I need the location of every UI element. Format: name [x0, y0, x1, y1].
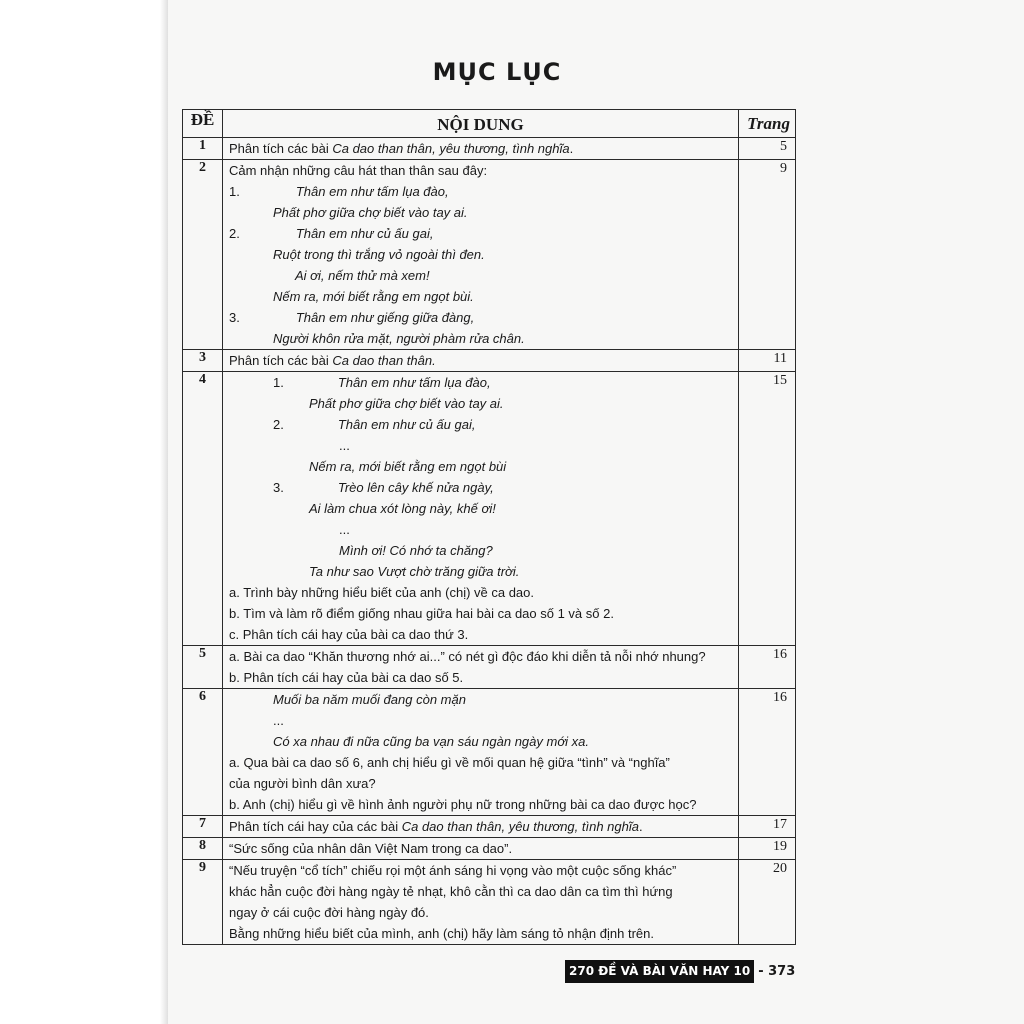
header-trang: Trang: [739, 110, 796, 138]
text: 1.: [229, 184, 240, 199]
content-line: [229, 265, 732, 286]
content-line: [229, 582, 732, 603]
content-line: [229, 624, 732, 645]
toc-row: [183, 860, 796, 945]
text: 1.: [273, 375, 284, 390]
content-line: [229, 902, 732, 923]
exam-content: [223, 860, 739, 945]
text: Cảm nhận những câu hát than thân sau đây:: [229, 163, 488, 178]
exam-number: 3: [183, 350, 223, 372]
text: Phân tích cái hay của các bài: [229, 819, 402, 834]
text: a. Trình bày những hiểu biết của anh (chị) về ca dao.: [229, 585, 535, 600]
italic-text: Nếm ra, mới biết rằng em ngọt bùi: [309, 459, 507, 474]
text: b. Tìm và làm rõ điểm giống nhau giữa hai bài ca dao số 1 và số 2.: [229, 606, 614, 621]
italic-text: Muối ba năm muối đang còn mặn: [273, 692, 466, 707]
exam-content: [223, 138, 739, 160]
content-line: [229, 307, 732, 328]
content-line: [229, 881, 732, 902]
content-line: [229, 160, 732, 181]
exam-number: 8: [183, 838, 223, 860]
page-ref: 19: [739, 838, 796, 860]
text: 3.: [273, 480, 284, 495]
content-line: [229, 372, 732, 393]
toc-row: [183, 646, 796, 689]
toc-body: [183, 138, 796, 945]
italic-text: Phất phơ giữa chợ biết vào tay ai.: [309, 396, 504, 411]
text: Phân tích các bài: [229, 353, 333, 368]
text: b. Anh (chị) hiểu gì về hình ảnh người phụ nữ trong những bài ca dao được học?: [229, 797, 697, 812]
page-ref: 20: [739, 860, 796, 945]
text: c. Phân tích cái hay của bài ca dao thứ 3.: [229, 627, 469, 642]
page-ref: 16: [739, 646, 796, 689]
page-ref: 16: [739, 689, 796, 816]
content-line: [229, 202, 732, 223]
content-line: [229, 435, 732, 456]
italic-text: Thân em như tấm lụa đào,: [337, 375, 491, 390]
content-line: [229, 393, 732, 414]
table-of-contents: [182, 109, 796, 945]
text: .: [569, 141, 574, 156]
exam-number: 5: [183, 646, 223, 689]
exam-content: [223, 816, 739, 838]
toc-header-row: [183, 110, 796, 138]
content-line: [229, 286, 732, 307]
toc-row: [183, 689, 796, 816]
running-footer: [565, 960, 795, 983]
content-line: [229, 540, 732, 561]
content-line: [229, 519, 732, 540]
text: a. Bài ca dao “Khăn thương nhớ ai...” có nét gì độc đáo khi diễn tả nỗi nhớ nhung?: [229, 649, 706, 664]
italic-text: Thân em như giếng giữa đàng,: [295, 310, 475, 325]
exam-number: 2: [183, 160, 223, 350]
text: Phân tích các bài: [229, 141, 333, 156]
content-line: [229, 603, 732, 624]
content-line: [229, 244, 732, 265]
text: a. Qua bài ca dao số 6, anh chị hiểu gì về mối quan hệ giữa “tình” và “nghĩa”: [229, 755, 670, 770]
italic-text: Trèo lên cây khế nửa ngày,: [337, 480, 494, 495]
content-line: [229, 498, 732, 519]
text: “Nếu truyện “cổ tích” chiếu rọi một ánh sáng hi vọng vào một cuộc sống khác”: [229, 863, 677, 878]
content-line: [229, 456, 732, 477]
content-line: [229, 860, 732, 881]
text: b. Phân tích cái hay của bài ca dao số 5.: [229, 670, 464, 685]
toc-row: [183, 816, 796, 838]
text: .: [639, 819, 643, 834]
exam-number: 9: [183, 860, 223, 945]
italic-text: Thân em như tấm lụa đào,: [295, 184, 449, 199]
book-title-label: 270 ĐỀ VÀ BÀI VĂN HAY 10: [565, 960, 754, 983]
content-line: [229, 138, 732, 159]
page-ref: 9: [739, 160, 796, 350]
exam-number: 1: [183, 138, 223, 160]
text: khác hẳn cuộc đời hàng ngày tẻ nhạt, khô cằn thì ca dao dân ca tìm thì hứng: [229, 884, 673, 899]
italic-text: Ai làm chua xót lòng này, khế ơi!: [309, 501, 496, 516]
text: ngay ở cái cuộc đời hàng ngày đó.: [229, 905, 429, 920]
toc-row: [183, 138, 796, 160]
exam-content: [223, 350, 739, 372]
page-ref: 17: [739, 816, 796, 838]
exam-number: 4: [183, 372, 223, 646]
page-ref: 5: [739, 138, 796, 160]
content-line: [229, 731, 732, 752]
content-line: [229, 477, 732, 498]
italic-text: Ta như sao Vượt chờ trăng giữa trời.: [309, 564, 520, 579]
exam-number: 6: [183, 689, 223, 816]
content-line: [229, 752, 732, 773]
content-line: [229, 223, 732, 244]
italic-text: Nếm ra, mới biết rằng em ngọt bùi.: [273, 289, 474, 304]
content-line: [229, 328, 732, 349]
text: của người bình dân xưa?: [229, 776, 376, 791]
text: 2.: [229, 226, 240, 241]
content-line: [229, 773, 732, 794]
page-ref: 11: [739, 350, 796, 372]
content-line: [229, 646, 732, 667]
exam-content: [223, 646, 739, 689]
italic-text: Ca dao than thân, yêu thương, tình nghĩa: [401, 819, 639, 834]
content-line: [229, 816, 732, 837]
content-line: [229, 414, 732, 435]
toc-row: [183, 160, 796, 350]
page-number: - 373: [758, 964, 796, 979]
text: “Sức sống của nhân dân Việt Nam trong ca dao”.: [229, 841, 513, 856]
content-line: [229, 710, 732, 731]
italic-text: Phất phơ giữa chợ biết vào tay ai.: [273, 205, 468, 220]
content-line: [229, 689, 732, 710]
content-line: [229, 181, 732, 202]
content-line: [229, 561, 732, 582]
toc-row: [183, 838, 796, 860]
exam-content: [223, 689, 739, 816]
header-noi-dung: NỘI DUNG: [223, 110, 739, 138]
italic-text: Ca dao than thân, yêu thương, tình nghĩa: [332, 141, 570, 156]
content-line: [229, 667, 732, 688]
exam-number: 7: [183, 816, 223, 838]
content-line: [229, 923, 732, 944]
exam-content: [223, 160, 739, 350]
text: ...: [273, 713, 284, 728]
content-line: [229, 350, 732, 371]
italic-text: Thân em như củ ấu gai,: [295, 226, 434, 241]
toc-row: [183, 372, 796, 646]
italic-text: Thân em như củ ấu gai,: [337, 417, 476, 432]
italic-text: Ruột trong thì trắng vỏ ngoài thì đen.: [273, 247, 485, 262]
italic-text: Có xa nhau đi nữa cũng ba vạn sáu ngàn ngày mới xa.: [273, 734, 590, 749]
content-line: [229, 794, 732, 815]
text: 2.: [273, 417, 284, 432]
text: Bằng những hiểu biết của mình, anh (chị) hãy làm sáng tỏ nhận định trên.: [229, 926, 654, 941]
text: ...: [339, 522, 350, 537]
exam-content: [223, 838, 739, 860]
italic-text: Ai ơi, nếm thử mà xem!: [295, 268, 430, 283]
italic-text: Người khôn rửa mặt, người phàm rửa chân.: [273, 331, 525, 346]
page-title: MỤC LỤC: [432, 58, 562, 86]
page-gutter: [0, 0, 166, 1024]
text: ...: [339, 438, 350, 453]
toc-row: [183, 350, 796, 372]
content-line: [229, 838, 732, 859]
header-de: ĐỀ: [183, 110, 223, 138]
italic-text: Ca dao than thân.: [332, 353, 436, 368]
italic-text: Mình ơi! Có nhớ ta chăng?: [339, 543, 493, 558]
page-ref: 15: [739, 372, 796, 646]
text: 3.: [229, 310, 240, 325]
exam-content: [223, 372, 739, 646]
